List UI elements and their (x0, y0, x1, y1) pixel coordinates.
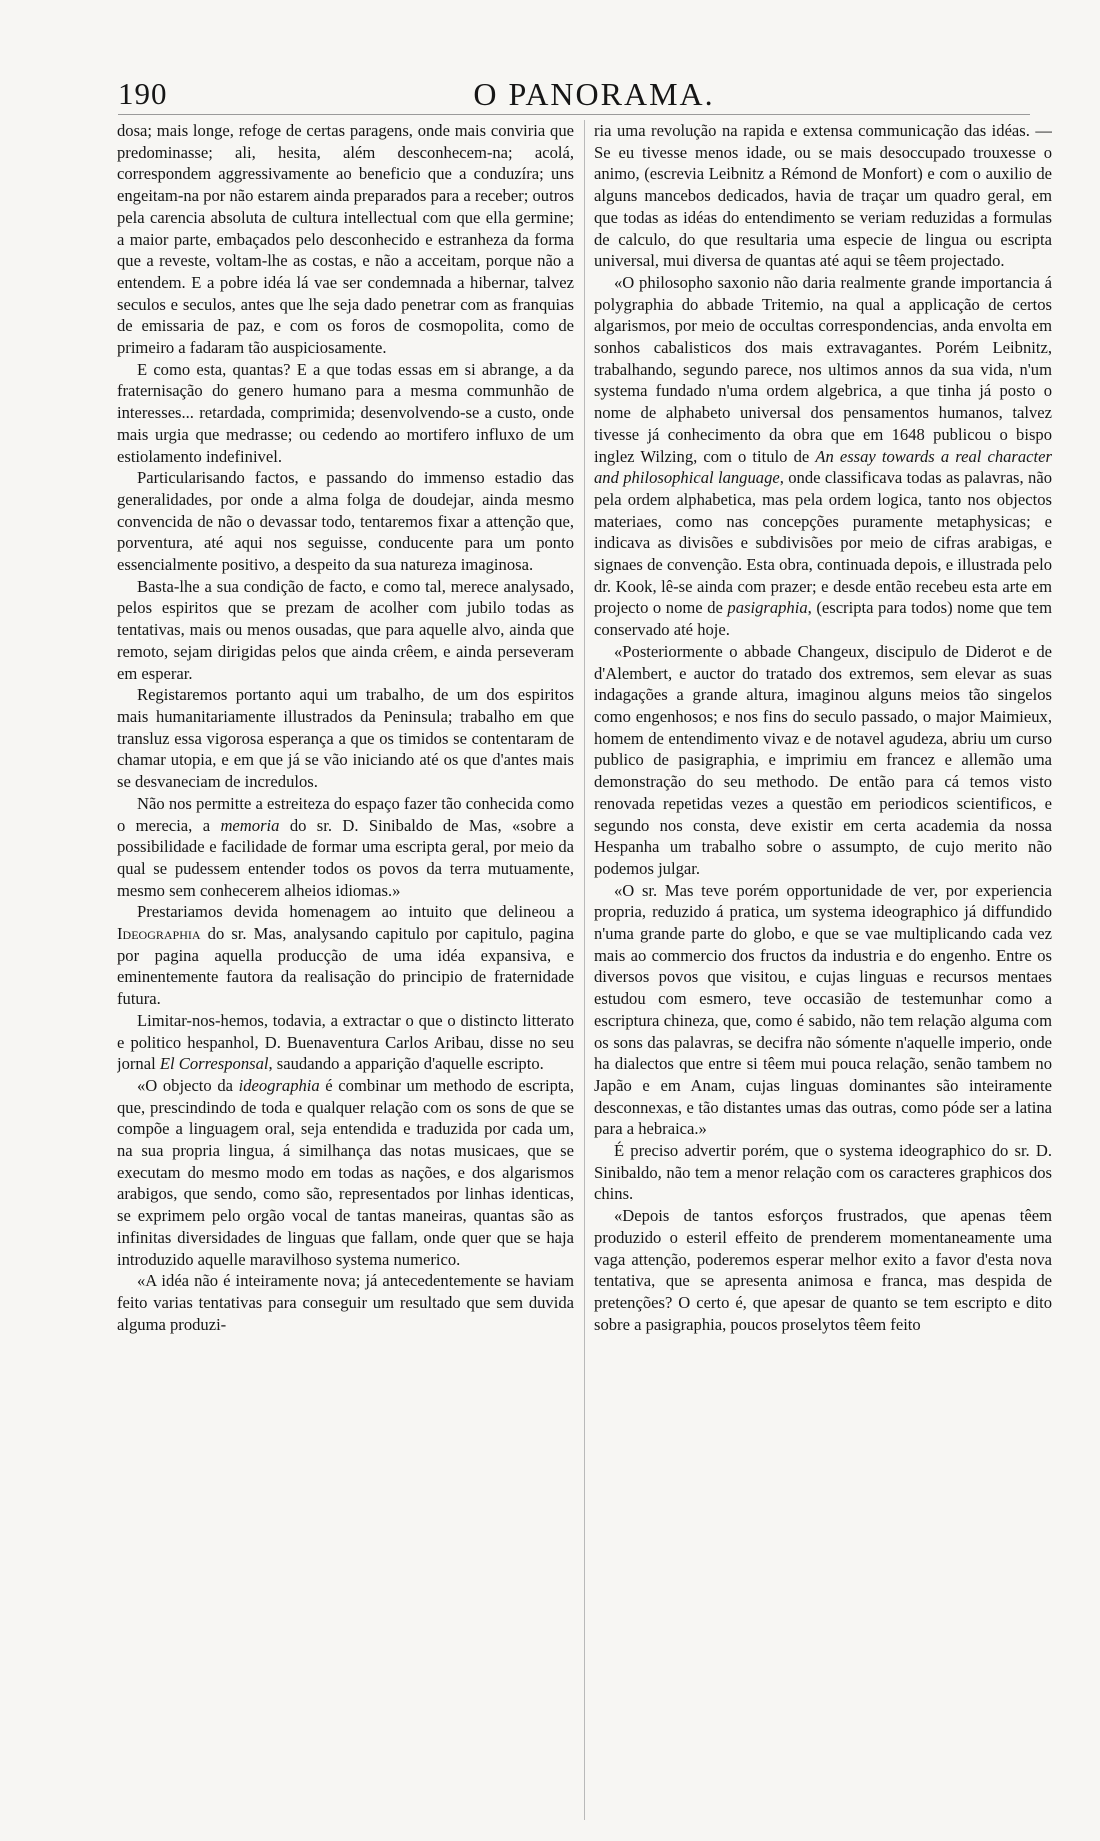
page-number: 190 (118, 76, 168, 111)
text-run: , saudando a apparição d'aquelle escripto. (268, 1054, 544, 1074)
paragraph: ria uma revolução na rapida e extensa communicação das idéas. — Se eu tivesse menos idade, ou se mais desoccupado trouxesse o animo, (escrevia Leibnitz a Rémond de Monfort) e com o auxilio de alguns mancebos dedicados, havia de traçar um quadro geral, em que todas as idéas do entendimento se veriam reduzidas a formulas de calculo, do que resultaria uma especie de lingua ou escripta universal, mui diversa de quantas até aqui se têem projectado. (594, 121, 1052, 271)
paragraph: Basta-lhe a sua condição de facto, e como tal, merece analysado, pelos espiritos que se prezam de acolher com jubilo todas as tentativas, mais ou menos ousadas, que para aquelle alvo, ainda que remoto, sejam dirigidas pelos que ainda crêem, e ainda perseveram em esperar. (117, 576, 574, 683)
text-run: do sr. D. Sinibaldo de Mas, «sobre a possibilidade e facilidade de formar uma escripta geral, por meio da qual se pudessem entender todos os povos da terra mutuamente, mesmo sem conhecerem alheios idiomas.» (117, 815, 574, 900)
text-run: Não nos permitte a estreiteza do espaço fazer tão conhecida como o merecia, a (117, 793, 574, 835)
italic-title: An essay towards a real character and philosophical language (594, 446, 1052, 488)
paragraph: «A idéa não é inteiramente nova; já antecedentemente se haviam feito varias tentativas para conseguir um resultado que sem duvida alguma produzi- (117, 1271, 574, 1334)
paragraph: «O sr. Mas teve porém opportunidade de ver, por experiencia propria, reduzido á pratica, um systema ideographico já diffundido n'uma grande parte do globo, e que se vae multiplicando cada vez mais ao commercio dos fructos da industria e do engenho. Entre os diversos povos que visitou, e cujas linguas e recursos mentaes estudou com esmero, teve occasião de testemunhar como a escriptura chineza, que, como é sabido, não tem relação alguma com os sons das palavras, se decifra não sómente n'aquelle imperio, onde ha dialectos que entre si têem mui pouca relação, senão tambem no Japão e em Anam, cujas linguas dominantes são inteiramente desconnexas, e tão distantes umas das outras, como póde ser a latina para a hebraica.» (594, 880, 1052, 1139)
paragraph (594, 272, 1052, 641)
paragraph: Registaremos portanto aqui um trabalho, de um dos espiritos mais humanitariamente illustrados da Peninsula; trabalho em que transluz essa vigorosa esperança a que os timidos se contentaram de chamar utopia, e em que já se vão iniciando até os que d'antes mais se desvaneciam de incredulos. (117, 685, 574, 792)
italic-title: memoria (220, 815, 280, 835)
right-column (594, 120, 1052, 1820)
paragraph (117, 1010, 574, 1075)
paragraph: «Posteriormente o abbade Changeux, discipulo de Diderot e de d'Alembert, e auctor do tratado dos extremos, sem elevar as suas indagações a grande altura, imaginou alguns meios tão singelos como engenhosos; e nos fins do seculo passado, o major Maimieux, homem de entendimento vivaz e de notavel agudeza, abriu um curso publico de pasigraphia, e imprimiu em francez e allemão uma demonstração do seu methodo. De então para cá temos visto renovada repetidas vezes a questão em periodicos scientificos, e segundo nos consta, deve existir em certa academia da nossa Hespanha um trabalho sobre o assumpto, de cujo merito não podemos julgar. (594, 641, 1052, 878)
paragraph (117, 1075, 574, 1270)
text-run: Prestariamos devida homenagem ao intuito que delineou a (137, 902, 574, 922)
text-run: «O philosopho saxonio não daria realmente grande importancia á polygraphia do abbade Tritemio, na qual a applicação de certos algarismos, por meio de occultas correspondencias, anda envolta em sonhos cabalisticos dos mais extravagantes. Porém Leibnitz, trabalhando, segundo parece, nos ultimos annos da sua vida, n'um systema fundado n'uma ordem algebrica, a que tinha já posto o nome de alphabeto universal dos pensamentos humanos, talvez tivesse já conhecimento da obra que em 1648 publicou o bispo inglez Wilzing, com o titulo de (594, 272, 1052, 466)
text-run: Limitar-nos-hemos, todavia, a extractar o que o distincto litterato e politico hespanhol, D. Buenaventura Carlos Aribau, disse no seu jornal (117, 1010, 574, 1074)
paragraph: E como esta, quantas? E a que todas essas em si abrange, a da fraternisação do genero humano para a mesma communhão de interesses... retardada, comprimida; desenvolvendo-se a custo, onde mais urgia que medrasse; ou cedendo ao mortifero influxo de um estiolamento indefinivel. (117, 359, 574, 466)
smallcaps-title: Ideographia (117, 924, 201, 944)
paragraph: É preciso advertir porém, que o systema ideographico do sr. D. Sinibaldo, não tem a menor relação com os caracteres graphicos dos chins. (594, 1141, 1052, 1204)
italic-term: ideographia (238, 1075, 320, 1095)
paragraph: dosa; mais longe, refoge de certas paragens, onde mais conviria que predominasse; ali, hesita, além desconhecem-na; acolá, correspondem aggressivamente ao beneficio que a conduzíra; uns engeitam-na por não estarem ainda preparados para a receber; outros pela carencia absoluta de cultura intellectual com que ella germine; a maior parte, embaçados pelo desconhecido e estranheza da forma que a reveste, voltam-lhe as costas, e não a acceitam, porque não a entendem. E a pobre idéa lá vae ser condemnada a hibernar, talvez seculos e seculos, antes que lhe seja dado penetrar com as franquias de emissaria de paz, e com os foros de cosmopolita, como de primeiro a fadaram tão auspiciosamente. (117, 121, 574, 358)
paragraph: Particularisando factos, e passando do immenso estadio das generalidades, por onde a alma folga de doudejar, ainda mesmo convencida de não o devassar todo, tentaremos fixar a attenção que, porventura, até aqui nos seguisse, conducente para um ponto essencialmente positivo, a despeito da sua natureza imaginosa. (117, 468, 574, 575)
text-run: , (escripta para todos) nome que tem conservado até hoje. (594, 598, 1052, 640)
left-column (117, 120, 574, 1820)
text-run: é combinar um methodo de escripta, que, prescindindo de toda e qualquer relação com os sons de que se compõe a linguagem oral, seja entendida e traduzida por cada um, na sua propria lingua, á similhança das notas musicaes, que se executam do mesmo modo em todas as nações, e dos algarismos arabigos, que sendo, como são, representados por linhas identicas, se exprimem pelo orgão vocal de tantas maneiras, quantas são as infinitas diversidades de linguas que fallam, onde quer que se haja introduzido aquelle maravilhoso systema numerico. (117, 1075, 574, 1269)
text-run: , onde classificava todas as palavras, não pela ordem alphabetica, mas pela ordem logica, tanto nos objectos materiaes, como nas concepções puramente metaphysicas; e indicava as divisões e subdivisões por meio de cifras arabigas, e signaes de convenção. Esta obra, continuada depois, e illustrada pelo dr. Kook, lê-se ainda com prazer; e desde então recebeu esta arte em projecto o nome de (594, 468, 1052, 618)
italic-title: El Corresponsal (159, 1054, 269, 1074)
text-run: «O objecto da (137, 1075, 239, 1095)
italic-term: pasigraphia (727, 598, 808, 618)
page-header (118, 74, 1030, 115)
column-divider (584, 120, 585, 1820)
paragraph: «Depois de tantos esforços frustrados, que apenas têem produzido o esteril effeito de prenderem momentaneamente uma vaga attenção, poderemos esperar melhor exito a favor d'esta nova tentativa, que se apresenta animosa e franca, mas despida de pretenções? O certo é, que apesar de quanto se tem escripto e dito sobre a pasigraphia, poucos proselytos têem feito (594, 1206, 1052, 1334)
paragraph (117, 901, 574, 1010)
running-title: O PANORAMA. (473, 76, 715, 112)
paragraph (117, 793, 574, 902)
text-run: do sr. Mas, analysando capitulo por capitulo, pagina por pagina aquella producção de uma idéa expansiva, e eminentemente fautora da realisação do principio de fraternidade futura. (117, 924, 574, 1009)
